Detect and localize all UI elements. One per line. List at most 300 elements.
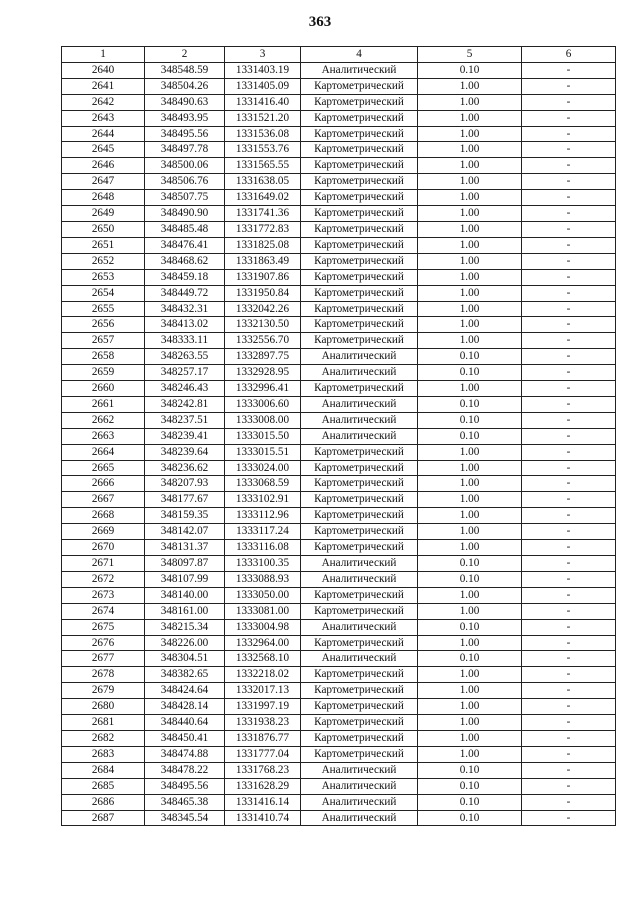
y-coordinate-cell: 1333100.35 <box>225 556 301 572</box>
table-row <box>62 587 616 603</box>
accuracy-cell: 1.00 <box>418 460 522 476</box>
y-coordinate-cell: 1331907.86 <box>225 269 301 285</box>
column-header-1: 1 <box>62 47 145 63</box>
note-cell: - <box>522 94 616 110</box>
table-row <box>62 524 616 540</box>
accuracy-cell: 1.00 <box>418 587 522 603</box>
table-row <box>62 460 616 476</box>
y-coordinate-cell: 1331825.08 <box>225 237 301 253</box>
x-coordinate-cell: 348140.00 <box>145 587 225 603</box>
table-row <box>62 142 616 158</box>
method-cell: Картометрический <box>301 94 418 110</box>
y-coordinate-cell: 1333015.50 <box>225 428 301 444</box>
y-coordinate-cell: 1331772.83 <box>225 221 301 237</box>
table-row <box>62 603 616 619</box>
y-coordinate-cell: 1332897.75 <box>225 349 301 365</box>
table-row <box>62 508 616 524</box>
x-coordinate-cell: 348246.43 <box>145 381 225 397</box>
method-cell: Картометрический <box>301 508 418 524</box>
y-coordinate-cell: 1331863.49 <box>225 253 301 269</box>
table-row <box>62 715 616 731</box>
note-cell: - <box>522 158 616 174</box>
table-row <box>62 730 616 746</box>
x-coordinate-cell: 348237.51 <box>145 412 225 428</box>
x-coordinate-cell: 348159.35 <box>145 508 225 524</box>
note-cell: - <box>522 651 616 667</box>
accuracy-cell: 0.10 <box>418 365 522 381</box>
page-number: 363 <box>308 14 332 30</box>
table-row <box>62 635 616 651</box>
table-row <box>62 619 616 635</box>
y-coordinate-cell: 1332556.70 <box>225 333 301 349</box>
method-cell: Картометрический <box>301 635 418 651</box>
point-number-cell: 2660 <box>62 381 145 397</box>
x-coordinate-cell: 348490.90 <box>145 206 225 222</box>
table-row <box>62 349 616 365</box>
point-number-cell: 2678 <box>62 667 145 683</box>
note-cell: - <box>522 110 616 126</box>
table-row <box>62 428 616 444</box>
point-number-cell: 2685 <box>62 778 145 794</box>
y-coordinate-cell: 1333050.00 <box>225 587 301 603</box>
table-row <box>62 651 616 667</box>
y-coordinate-cell: 1331638.05 <box>225 174 301 190</box>
accuracy-cell: 1.00 <box>418 285 522 301</box>
note-cell: - <box>522 365 616 381</box>
y-coordinate-cell: 1333102.91 <box>225 492 301 508</box>
point-number-cell: 2676 <box>62 635 145 651</box>
note-cell: - <box>522 571 616 587</box>
method-cell: Картометрический <box>301 540 418 556</box>
method-cell: Аналитический <box>301 365 418 381</box>
point-number-cell: 2671 <box>62 556 145 572</box>
note-cell: - <box>522 508 616 524</box>
x-coordinate-cell: 348333.11 <box>145 333 225 349</box>
method-cell: Аналитический <box>301 810 418 826</box>
point-number-cell: 2648 <box>62 190 145 206</box>
point-number-cell: 2682 <box>62 730 145 746</box>
method-cell: Картометрический <box>301 587 418 603</box>
method-cell: Картометрический <box>301 476 418 492</box>
note-cell: - <box>522 444 616 460</box>
accuracy-cell: 0.10 <box>418 778 522 794</box>
note-cell: - <box>522 301 616 317</box>
accuracy-cell: 1.00 <box>418 730 522 746</box>
note-cell: - <box>522 524 616 540</box>
x-coordinate-cell: 348440.64 <box>145 715 225 731</box>
method-cell: Картометрический <box>301 381 418 397</box>
point-number-cell: 2680 <box>62 699 145 715</box>
method-cell: Аналитический <box>301 651 418 667</box>
x-coordinate-cell: 348495.56 <box>145 778 225 794</box>
accuracy-cell: 1.00 <box>418 381 522 397</box>
accuracy-cell: 1.00 <box>418 667 522 683</box>
note-cell: - <box>522 221 616 237</box>
x-coordinate-cell: 348428.14 <box>145 699 225 715</box>
table-row <box>62 476 616 492</box>
table-row <box>62 444 616 460</box>
method-cell: Аналитический <box>301 778 418 794</box>
table-row <box>62 94 616 110</box>
x-coordinate-cell: 348239.64 <box>145 444 225 460</box>
y-coordinate-cell: 1333008.00 <box>225 412 301 428</box>
x-coordinate-cell: 348215.34 <box>145 619 225 635</box>
column-header-3: 3 <box>225 47 301 63</box>
y-coordinate-cell: 1333004.98 <box>225 619 301 635</box>
point-number-cell: 2640 <box>62 62 145 78</box>
y-coordinate-cell: 1331553.76 <box>225 142 301 158</box>
accuracy-cell: 1.00 <box>418 699 522 715</box>
note-cell: - <box>522 556 616 572</box>
accuracy-cell: 1.00 <box>418 492 522 508</box>
method-cell: Аналитический <box>301 428 418 444</box>
note-cell: - <box>522 476 616 492</box>
x-coordinate-cell: 348142.07 <box>145 524 225 540</box>
y-coordinate-cell: 1331741.36 <box>225 206 301 222</box>
point-number-cell: 2654 <box>62 285 145 301</box>
x-coordinate-cell: 348485.48 <box>145 221 225 237</box>
note-cell: - <box>522 317 616 333</box>
note-cell: - <box>522 412 616 428</box>
note-cell: - <box>522 730 616 746</box>
table-row <box>62 571 616 587</box>
y-coordinate-cell: 1331410.74 <box>225 810 301 826</box>
method-cell: Картометрический <box>301 174 418 190</box>
note-cell: - <box>522 269 616 285</box>
note-cell: - <box>522 381 616 397</box>
accuracy-cell: 1.00 <box>418 603 522 619</box>
table-row <box>62 381 616 397</box>
method-cell: Аналитический <box>301 62 418 78</box>
y-coordinate-cell: 1331876.77 <box>225 730 301 746</box>
point-number-cell: 2641 <box>62 78 145 94</box>
accuracy-cell: 0.10 <box>418 62 522 78</box>
table-row <box>62 285 616 301</box>
note-cell: - <box>522 762 616 778</box>
point-number-cell: 2659 <box>62 365 145 381</box>
accuracy-cell: 1.00 <box>418 508 522 524</box>
point-number-cell: 2647 <box>62 174 145 190</box>
accuracy-cell: 1.00 <box>418 94 522 110</box>
table-row <box>62 810 616 826</box>
y-coordinate-cell: 1332042.26 <box>225 301 301 317</box>
y-coordinate-cell: 1331416.40 <box>225 94 301 110</box>
y-coordinate-cell: 1331565.55 <box>225 158 301 174</box>
method-cell: Картометрический <box>301 206 418 222</box>
x-coordinate-cell: 348493.95 <box>145 110 225 126</box>
y-coordinate-cell: 1331628.29 <box>225 778 301 794</box>
x-coordinate-cell: 348432.31 <box>145 301 225 317</box>
method-cell: Картометрический <box>301 603 418 619</box>
point-number-cell: 2656 <box>62 317 145 333</box>
point-number-cell: 2684 <box>62 762 145 778</box>
x-coordinate-cell: 348424.64 <box>145 683 225 699</box>
y-coordinate-cell: 1331768.23 <box>225 762 301 778</box>
accuracy-cell: 1.00 <box>418 540 522 556</box>
point-number-cell: 2646 <box>62 158 145 174</box>
table-row <box>62 540 616 556</box>
point-number-cell: 2667 <box>62 492 145 508</box>
y-coordinate-cell: 1331649.02 <box>225 190 301 206</box>
table-row <box>62 492 616 508</box>
point-number-cell: 2673 <box>62 587 145 603</box>
table-row <box>62 206 616 222</box>
method-cell: Картометрический <box>301 190 418 206</box>
table-row <box>62 683 616 699</box>
note-cell: - <box>522 794 616 810</box>
table-row <box>62 396 616 412</box>
table-row <box>62 62 616 78</box>
y-coordinate-cell: 1333068.59 <box>225 476 301 492</box>
point-number-cell: 2669 <box>62 524 145 540</box>
table-header <box>62 47 616 63</box>
accuracy-cell: 1.00 <box>418 524 522 540</box>
accuracy-cell: 1.00 <box>418 237 522 253</box>
x-coordinate-cell: 348382.65 <box>145 667 225 683</box>
point-number-cell: 2664 <box>62 444 145 460</box>
column-header-5: 5 <box>418 47 522 63</box>
x-coordinate-cell: 348413.02 <box>145 317 225 333</box>
table-row <box>62 794 616 810</box>
method-cell: Картометрический <box>301 460 418 476</box>
point-number-cell: 2643 <box>62 110 145 126</box>
note-cell: - <box>522 78 616 94</box>
method-cell: Картометрический <box>301 221 418 237</box>
table-row <box>62 317 616 333</box>
y-coordinate-cell: 1332017.13 <box>225 683 301 699</box>
x-coordinate-cell: 348495.56 <box>145 126 225 142</box>
accuracy-cell: 1.00 <box>418 301 522 317</box>
x-coordinate-cell: 348478.22 <box>145 762 225 778</box>
table-row <box>62 301 616 317</box>
method-cell: Картометрический <box>301 110 418 126</box>
note-cell: - <box>522 587 616 603</box>
point-number-cell: 2657 <box>62 333 145 349</box>
header-row <box>62 47 616 63</box>
accuracy-cell: 1.00 <box>418 317 522 333</box>
y-coordinate-cell: 1331521.20 <box>225 110 301 126</box>
method-cell: Картометрический <box>301 253 418 269</box>
x-coordinate-cell: 348257.17 <box>145 365 225 381</box>
note-cell: - <box>522 126 616 142</box>
accuracy-cell: 0.10 <box>418 349 522 365</box>
method-cell: Аналитический <box>301 396 418 412</box>
x-coordinate-cell: 348097.87 <box>145 556 225 572</box>
note-cell: - <box>522 699 616 715</box>
point-number-cell: 2644 <box>62 126 145 142</box>
y-coordinate-cell: 1332928.95 <box>225 365 301 381</box>
table-body <box>62 62 616 826</box>
accuracy-cell: 0.10 <box>418 619 522 635</box>
note-cell: - <box>522 142 616 158</box>
point-number-cell: 2675 <box>62 619 145 635</box>
table-row <box>62 412 616 428</box>
method-cell: Картометрический <box>301 683 418 699</box>
accuracy-cell: 0.10 <box>418 762 522 778</box>
x-coordinate-cell: 348304.51 <box>145 651 225 667</box>
accuracy-cell: 1.00 <box>418 221 522 237</box>
table-row <box>62 221 616 237</box>
accuracy-cell: 1.00 <box>418 174 522 190</box>
x-coordinate-cell: 348177.67 <box>145 492 225 508</box>
y-coordinate-cell: 1333088.93 <box>225 571 301 587</box>
y-coordinate-cell: 1332130.50 <box>225 317 301 333</box>
method-cell: Картометрический <box>301 715 418 731</box>
y-coordinate-cell: 1333081.00 <box>225 603 301 619</box>
method-cell: Картометрический <box>301 444 418 460</box>
table-row <box>62 699 616 715</box>
table-row <box>62 333 616 349</box>
note-cell: - <box>522 683 616 699</box>
note-cell: - <box>522 206 616 222</box>
method-cell: Картометрический <box>301 333 418 349</box>
accuracy-cell: 0.10 <box>418 428 522 444</box>
y-coordinate-cell: 1332218.02 <box>225 667 301 683</box>
method-cell: Картометрический <box>301 285 418 301</box>
accuracy-cell: 1.00 <box>418 444 522 460</box>
x-coordinate-cell: 348242.81 <box>145 396 225 412</box>
table-row <box>62 174 616 190</box>
method-cell: Аналитический <box>301 794 418 810</box>
y-coordinate-cell: 1332996.41 <box>225 381 301 397</box>
point-number-cell: 2677 <box>62 651 145 667</box>
accuracy-cell: 0.10 <box>418 651 522 667</box>
accuracy-cell: 0.10 <box>418 556 522 572</box>
x-coordinate-cell: 348459.18 <box>145 269 225 285</box>
column-header-4: 4 <box>301 47 418 63</box>
method-cell: Картометрический <box>301 269 418 285</box>
accuracy-cell: 1.00 <box>418 333 522 349</box>
accuracy-cell: 1.00 <box>418 206 522 222</box>
note-cell: - <box>522 237 616 253</box>
x-coordinate-cell: 348263.55 <box>145 349 225 365</box>
note-cell: - <box>522 428 616 444</box>
y-coordinate-cell: 1331777.04 <box>225 746 301 762</box>
point-number-cell: 2658 <box>62 349 145 365</box>
accuracy-cell: 1.00 <box>418 110 522 126</box>
x-coordinate-cell: 348506.76 <box>145 174 225 190</box>
accuracy-cell: 0.10 <box>418 396 522 412</box>
point-number-cell: 2672 <box>62 571 145 587</box>
method-cell: Картометрический <box>301 126 418 142</box>
note-cell: - <box>522 667 616 683</box>
x-coordinate-cell: 348107.99 <box>145 571 225 587</box>
accuracy-cell: 0.10 <box>418 810 522 826</box>
note-cell: - <box>522 253 616 269</box>
x-coordinate-cell: 348161.00 <box>145 603 225 619</box>
note-cell: - <box>522 603 616 619</box>
y-coordinate-cell: 1331405.09 <box>225 78 301 94</box>
x-coordinate-cell: 348236.62 <box>145 460 225 476</box>
accuracy-cell: 1.00 <box>418 253 522 269</box>
y-coordinate-cell: 1331997.19 <box>225 699 301 715</box>
method-cell: Аналитический <box>301 571 418 587</box>
table-row <box>62 778 616 794</box>
point-number-cell: 2668 <box>62 508 145 524</box>
note-cell: - <box>522 715 616 731</box>
x-coordinate-cell: 348504.26 <box>145 78 225 94</box>
table-row <box>62 746 616 762</box>
x-coordinate-cell: 348468.62 <box>145 253 225 269</box>
point-number-cell: 2645 <box>62 142 145 158</box>
method-cell: Картометрический <box>301 142 418 158</box>
point-number-cell: 2650 <box>62 221 145 237</box>
method-cell: Картометрический <box>301 667 418 683</box>
method-cell: Картометрический <box>301 746 418 762</box>
y-coordinate-cell: 1333015.51 <box>225 444 301 460</box>
method-cell: Аналитический <box>301 556 418 572</box>
point-number-cell: 2663 <box>62 428 145 444</box>
table-row <box>62 237 616 253</box>
accuracy-cell: 1.00 <box>418 683 522 699</box>
note-cell: - <box>522 778 616 794</box>
method-cell: Аналитический <box>301 619 418 635</box>
table-row <box>62 365 616 381</box>
y-coordinate-cell: 1333024.00 <box>225 460 301 476</box>
y-coordinate-cell: 1332568.10 <box>225 651 301 667</box>
table-row <box>62 78 616 94</box>
accuracy-cell: 0.10 <box>418 794 522 810</box>
note-cell: - <box>522 619 616 635</box>
x-coordinate-cell: 348497.78 <box>145 142 225 158</box>
method-cell: Картометрический <box>301 301 418 317</box>
method-cell: Картометрический <box>301 699 418 715</box>
note-cell: - <box>522 635 616 651</box>
method-cell: Картометрический <box>301 78 418 94</box>
point-number-cell: 2681 <box>62 715 145 731</box>
note-cell: - <box>522 333 616 349</box>
x-coordinate-cell: 348465.38 <box>145 794 225 810</box>
x-coordinate-cell: 348207.93 <box>145 476 225 492</box>
table-row <box>62 556 616 572</box>
x-coordinate-cell: 348500.06 <box>145 158 225 174</box>
x-coordinate-cell: 348507.75 <box>145 190 225 206</box>
x-coordinate-cell: 348450.41 <box>145 730 225 746</box>
x-coordinate-cell: 348131.37 <box>145 540 225 556</box>
accuracy-cell: 1.00 <box>418 269 522 285</box>
point-number-cell: 2665 <box>62 460 145 476</box>
method-cell: Картометрический <box>301 492 418 508</box>
method-cell: Картометрический <box>301 317 418 333</box>
note-cell: - <box>522 810 616 826</box>
y-coordinate-cell: 1333116.08 <box>225 540 301 556</box>
y-coordinate-cell: 1331416.14 <box>225 794 301 810</box>
method-cell: Картометрический <box>301 158 418 174</box>
y-coordinate-cell: 1331536.08 <box>225 126 301 142</box>
table-row <box>62 126 616 142</box>
y-coordinate-cell: 1332964.00 <box>225 635 301 651</box>
x-coordinate-cell: 348476.41 <box>145 237 225 253</box>
accuracy-cell: 1.00 <box>418 635 522 651</box>
point-number-cell: 2687 <box>62 810 145 826</box>
accuracy-cell: 1.00 <box>418 190 522 206</box>
point-number-cell: 2642 <box>62 94 145 110</box>
note-cell: - <box>522 62 616 78</box>
note-cell: - <box>522 349 616 365</box>
point-number-cell: 2683 <box>62 746 145 762</box>
y-coordinate-cell: 1333006.60 <box>225 396 301 412</box>
table-row <box>62 762 616 778</box>
note-cell: - <box>522 746 616 762</box>
note-cell: - <box>522 540 616 556</box>
accuracy-cell: 1.00 <box>418 715 522 731</box>
method-cell: Аналитический <box>301 412 418 428</box>
accuracy-cell: 1.00 <box>418 476 522 492</box>
y-coordinate-cell: 1331950.84 <box>225 285 301 301</box>
y-coordinate-cell: 1333112.96 <box>225 508 301 524</box>
accuracy-cell: 0.10 <box>418 571 522 587</box>
table-row <box>62 269 616 285</box>
